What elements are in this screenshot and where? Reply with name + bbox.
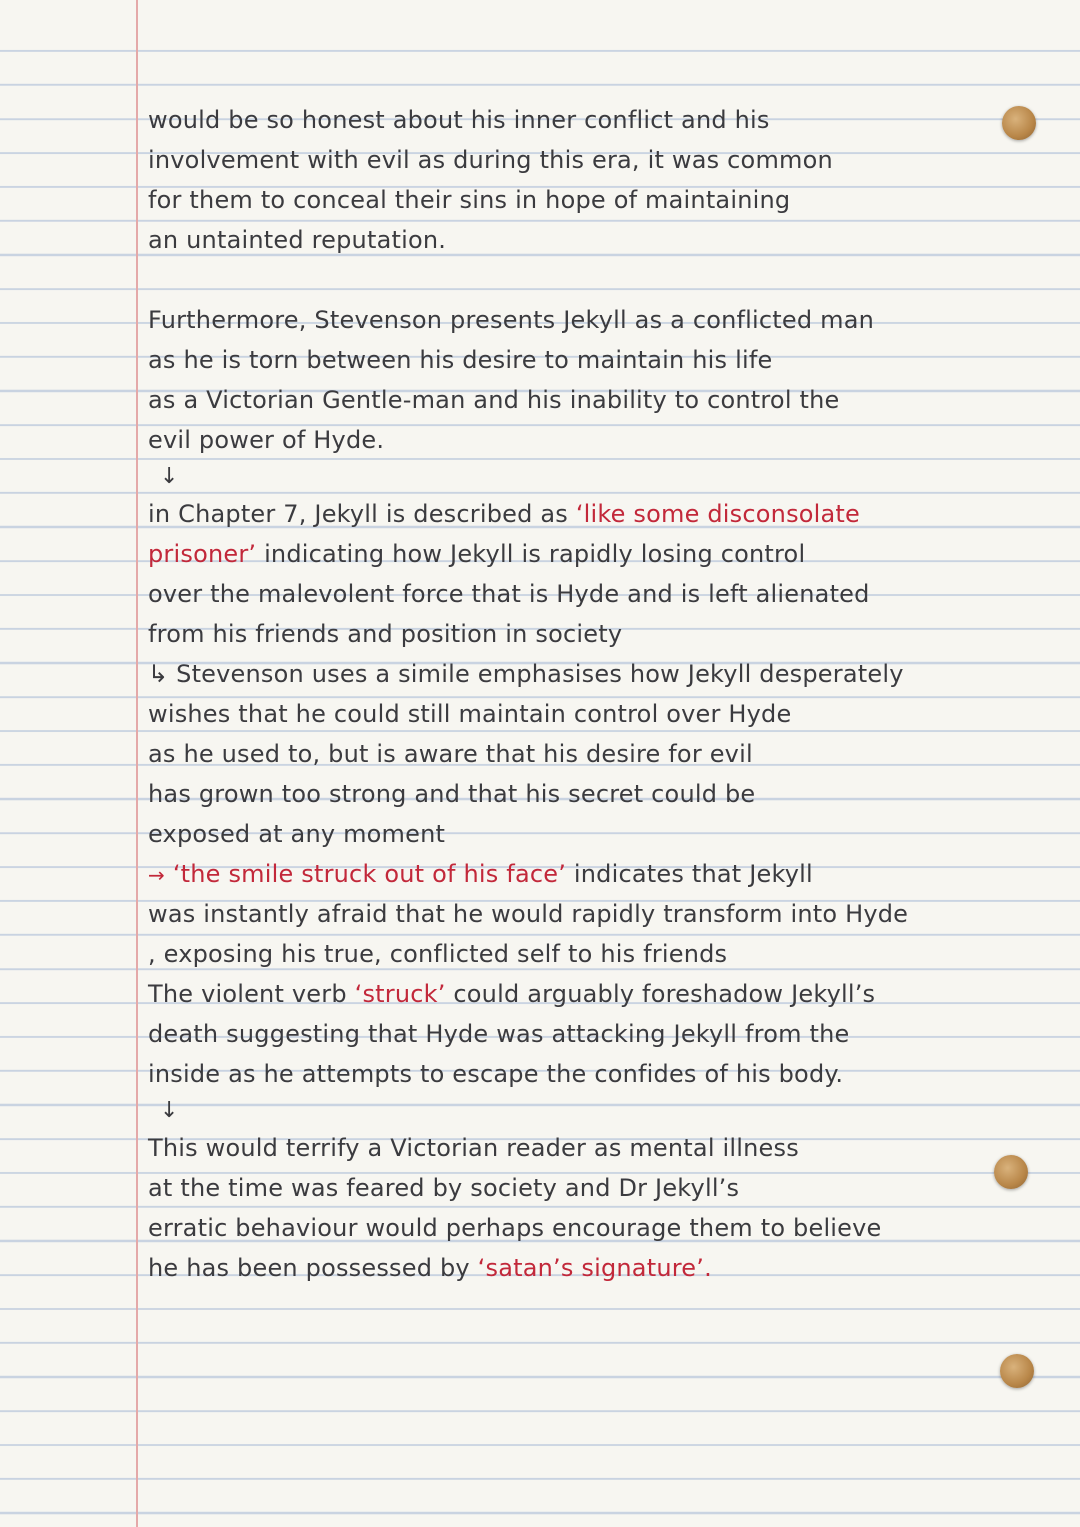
text-line — [148, 534, 988, 574]
text-segment: indicates that Jekyll — [566, 860, 813, 888]
text-line: , exposing his true, conflicted self to his friends — [148, 940, 728, 968]
text-segment: Stevenson uses a simile emphasises how Jekyll desperately — [168, 660, 904, 688]
punch-hole-top — [1002, 106, 1036, 140]
quote-text: ‘like some disconsolate — [575, 500, 861, 528]
down-arrow-icon: ↓ — [160, 464, 179, 489]
text-line — [148, 854, 988, 894]
text-line: from his friends and position in society — [148, 620, 623, 648]
text-segment: indicating how Jekyll is rapidly losing control — [256, 540, 806, 568]
punch-hole-bottom — [1000, 1354, 1034, 1388]
bullet-arrow-icon: → — [148, 863, 165, 887]
text-segment: in Chapter 7, Jekyll is described as — [148, 500, 576, 528]
text-segment: could arguably foreshadow Jekyll’s — [445, 980, 876, 1008]
down-arrow-icon: ↓ — [160, 1098, 179, 1123]
text-line: Furthermore, Stevenson presents Jekyll as a conflicted man — [148, 306, 875, 334]
text-line: erratic behaviour would perhaps encourage them to believe — [148, 1214, 882, 1242]
paragraph-conflicted-man — [148, 300, 988, 460]
text-line: an untainted reputation. — [148, 226, 447, 254]
text-line: has grown too strong and that his secret could be — [148, 780, 756, 808]
text-line: as he is torn between his desire to maintain his life — [148, 346, 773, 374]
handwritten-notes — [148, 100, 988, 1288]
quote-text: ‘satan’s signature’. — [477, 1254, 712, 1282]
text-line: over the malevolent force that is Hyde and is left alienated — [148, 580, 870, 608]
text-line: for them to conceal their sins in hope of maintaining — [148, 186, 791, 214]
text-line: inside as he attempts to escape the confides of his body. — [148, 1060, 844, 1088]
text-line: at the time was feared by society and Dr Jekyll’s — [148, 1174, 740, 1202]
paragraph-chapter-7 — [148, 494, 988, 1094]
text-line: was instantly afraid that he would rapidly transform into Hyde — [148, 900, 909, 928]
text-segment: he has been possessed by — [148, 1254, 478, 1282]
margin-line — [136, 0, 138, 1527]
paragraph-honesty — [148, 100, 988, 260]
quote-text: ‘the smile struck out of his face’ — [172, 860, 567, 888]
text-line: would be so honest about his inner conflict and his — [148, 106, 770, 134]
quote-text: prisoner’ — [148, 540, 257, 568]
text-line: as he used to, but is aware that his desire for evil — [148, 740, 753, 768]
text-line: evil power of Hyde. — [148, 426, 385, 454]
text-line — [148, 1248, 988, 1288]
paragraph-victorian-reader — [148, 1128, 988, 1288]
text-line: wishes that he could still maintain control over Hyde — [148, 700, 792, 728]
sub-point-arrow-icon: ↳ — [148, 660, 169, 688]
text-line — [148, 654, 988, 694]
punch-hole-middle — [994, 1155, 1028, 1189]
paragraph-gap — [148, 260, 988, 300]
text-line — [148, 494, 988, 534]
quote-text: ‘struck’ — [354, 980, 446, 1008]
text-line: This would terrify a Victorian reader as mental illness — [148, 1134, 799, 1162]
text-line: exposed at any moment — [148, 820, 446, 848]
text-line: involvement with evil as during this era, it was common — [148, 146, 833, 174]
text-line: death suggesting that Hyde was attacking Jekyll from the — [148, 1020, 850, 1048]
text-line: as a Victorian Gentle-man and his inability to control the — [148, 386, 840, 414]
text-segment: The violent verb — [148, 980, 355, 1008]
text-line — [148, 974, 988, 1014]
